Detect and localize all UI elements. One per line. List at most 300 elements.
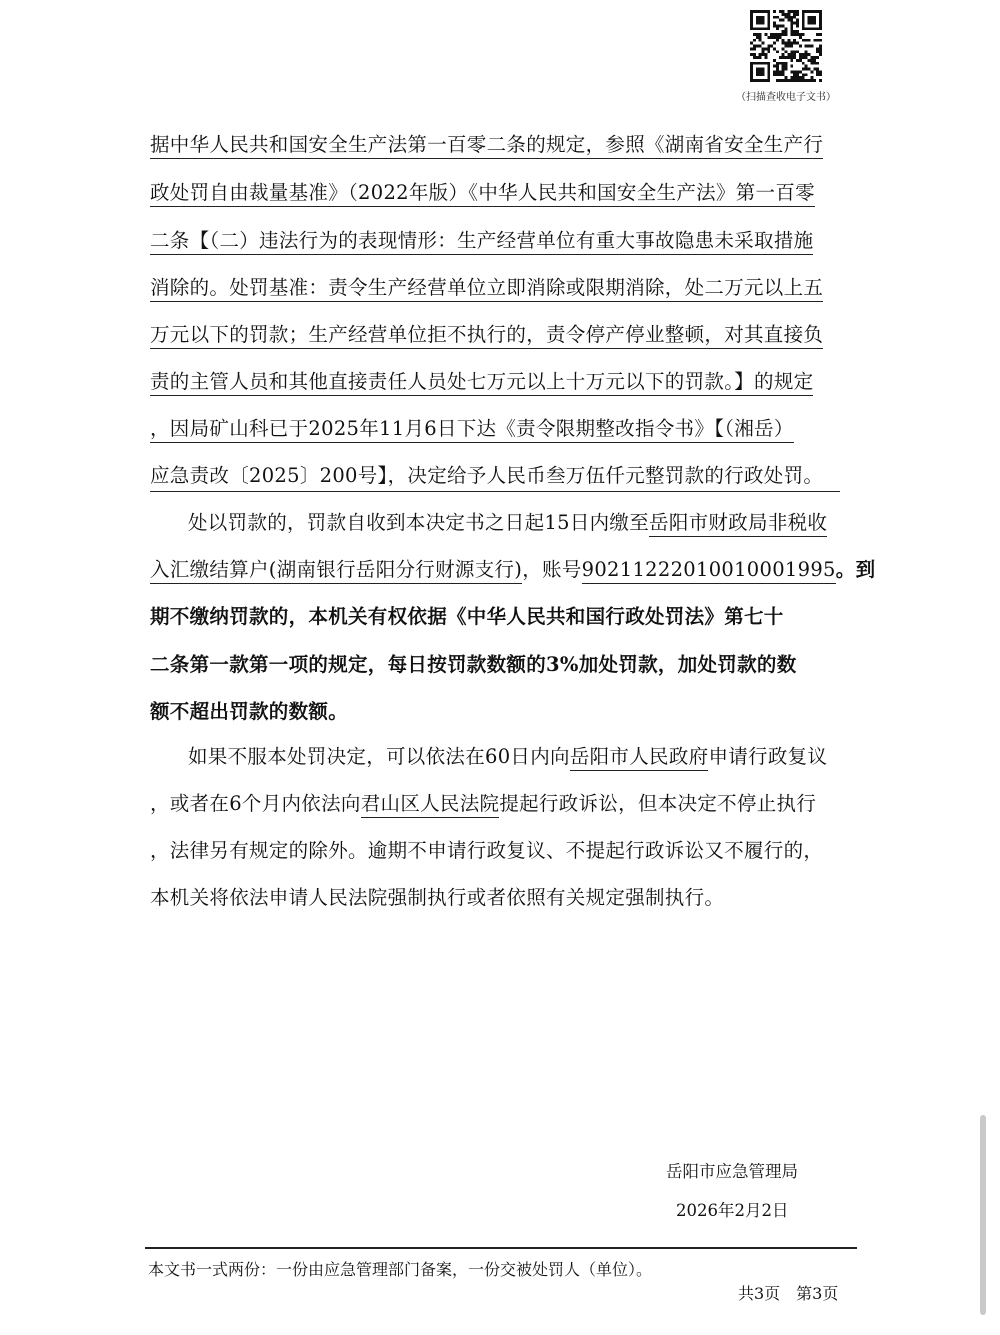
qr-module <box>756 79 759 82</box>
qr-module <box>793 16 796 19</box>
body-line <box>150 130 823 160</box>
qr-module <box>799 56 802 59</box>
qr-module <box>767 50 770 53</box>
text: ，账号 <box>522 558 582 581</box>
qr-module <box>796 30 799 33</box>
qr-module <box>785 13 788 16</box>
qr-module <box>813 16 816 19</box>
qr-module <box>782 65 785 68</box>
qr-module <box>796 24 799 27</box>
underlined-text: ，因局矿山科已于2025年11月6日下达《责令限期整改指令书》【（湘岳） <box>150 417 794 443</box>
qr-module <box>813 22 816 25</box>
underlined-text: 万元以下的罚款；生产经营单位拒不执行的，责令停产停业整顿，对其直接负 <box>150 323 823 349</box>
qr-module <box>819 10 822 13</box>
qr-module <box>773 33 776 36</box>
qr-module <box>790 42 793 45</box>
qr-module <box>810 62 813 65</box>
qr-module <box>808 45 811 48</box>
body-line <box>150 178 815 208</box>
qr-module <box>787 45 790 48</box>
qr-module <box>819 73 822 76</box>
qr-module <box>782 68 785 71</box>
qr-module <box>773 22 776 25</box>
qr-module <box>756 45 759 48</box>
appeal-line-3: ，法律另有规定的除外。逾期不申请行政复议、不提起行政诉讼又不履行的， <box>150 839 824 862</box>
underlined-text: 政处罚自由裁量基准》（2022年版）《中华人民共和国安全生产法》第一百零 <box>150 181 815 207</box>
qr-module <box>802 24 805 27</box>
qr-module <box>782 53 785 56</box>
account-number-underlined: 90211222010010001995 <box>582 558 836 584</box>
qr-module <box>802 62 805 65</box>
qr-module <box>782 79 785 82</box>
qr-module <box>796 33 799 36</box>
qr-module <box>750 70 753 73</box>
qr-module <box>762 19 765 22</box>
qr-module <box>776 73 779 76</box>
text: 提起行政诉讼，但本决定不停止执行 <box>499 792 817 815</box>
qr-module <box>799 59 802 62</box>
qr-module <box>776 79 779 82</box>
qr-module <box>782 13 785 16</box>
qr-module <box>767 68 770 71</box>
qr-module <box>767 27 770 30</box>
qr-module <box>810 10 813 13</box>
appeal-line-4: 本机关将依法申请人民法院强制执行或者依照有关规定强制执行。 <box>150 886 725 909</box>
qr-module <box>799 79 802 82</box>
qr-module <box>776 39 779 42</box>
qr-module <box>764 53 767 56</box>
qr-module <box>790 22 793 25</box>
qr-module <box>776 33 779 36</box>
qr-module <box>753 79 756 82</box>
qr-module <box>816 47 819 50</box>
qr-module <box>793 22 796 25</box>
qr-module <box>808 79 811 82</box>
qr-module <box>796 19 799 22</box>
qr-module <box>756 36 759 39</box>
qr-module <box>762 50 765 53</box>
qr-module <box>816 50 819 53</box>
qr-module <box>762 53 765 56</box>
qr-module <box>819 79 822 82</box>
qr-module <box>819 24 822 27</box>
qr-module <box>785 16 788 19</box>
qr-caption: （扫描查收电子文书） <box>736 92 836 103</box>
qr-module <box>759 27 762 30</box>
qr-module <box>753 10 756 13</box>
body-line <box>150 226 813 256</box>
qr-module <box>764 33 767 36</box>
qr-module <box>753 39 756 42</box>
qr-module <box>790 19 793 22</box>
qr-module <box>799 70 802 73</box>
qr-module <box>796 10 799 13</box>
qr-module <box>796 22 799 25</box>
qr-module <box>762 68 765 71</box>
qr-module <box>753 62 756 65</box>
qr-module <box>779 56 782 59</box>
qr-module <box>759 68 762 71</box>
qr-module <box>773 47 776 50</box>
qr-module <box>753 56 756 59</box>
qr-module <box>819 22 822 25</box>
qr-module <box>767 79 770 82</box>
qr-module <box>805 73 808 76</box>
qr-module <box>767 13 770 16</box>
qr-module <box>793 42 796 45</box>
qr-module <box>776 62 779 65</box>
qr-module <box>762 70 765 73</box>
qr-module <box>773 10 776 13</box>
qr-module <box>764 62 767 65</box>
qr-module <box>776 65 779 68</box>
qr-module <box>782 62 785 65</box>
qr-module <box>787 42 790 45</box>
qr-module <box>785 45 788 48</box>
qr-module <box>808 27 811 30</box>
qr-module <box>819 13 822 16</box>
qr-module <box>790 79 793 82</box>
text: ，或者在6个月内依法向 <box>150 792 361 815</box>
qr-module <box>759 39 762 42</box>
qr-module <box>813 56 816 59</box>
qr-module <box>787 79 790 82</box>
qr-module <box>779 36 782 39</box>
qr-module <box>756 10 759 13</box>
qr-module <box>808 16 811 19</box>
qr-module <box>813 19 816 22</box>
qr-module <box>756 70 759 73</box>
qr-module <box>750 22 753 25</box>
qr-module <box>750 47 753 50</box>
qr-module <box>773 42 776 45</box>
qr-module <box>810 19 813 22</box>
bold-text: 。到 <box>835 558 876 581</box>
review-body-underlined: 岳阳市人民政府 <box>570 745 709 771</box>
qr-module <box>773 24 776 27</box>
qr-module <box>770 33 773 36</box>
qr-module <box>805 45 808 48</box>
qr-module <box>762 62 765 65</box>
qr-module <box>764 27 767 30</box>
text: 如果不服本处罚决定，可以依法在60日内向 <box>188 745 570 768</box>
qr-module <box>796 59 799 62</box>
qr-module <box>793 73 796 76</box>
qr-module <box>750 42 753 45</box>
qr-module <box>810 22 813 25</box>
payment-line-2 <box>150 555 875 585</box>
qr-module <box>805 10 808 13</box>
qr-module <box>816 10 819 13</box>
qr-module <box>759 33 762 36</box>
qr-module <box>810 16 813 19</box>
qr-module <box>813 27 816 30</box>
qr-module <box>813 62 816 65</box>
qr-module <box>802 33 805 36</box>
qr-module <box>767 45 770 48</box>
qr-module <box>767 65 770 68</box>
qr-module <box>773 36 776 39</box>
qr-module <box>808 68 811 71</box>
qr-module <box>759 73 762 76</box>
qr-module <box>810 59 813 62</box>
qr-module <box>759 19 762 22</box>
bold-line: 额不超出罚款的数额。 <box>150 700 349 723</box>
qr-code <box>750 10 822 82</box>
qr-module <box>753 27 756 30</box>
qr-module <box>759 56 762 59</box>
qr-module <box>808 39 811 42</box>
qr-module <box>756 16 759 19</box>
qr-module <box>796 73 799 76</box>
qr-module <box>819 19 822 22</box>
underlined-text: 责的主管人员和其他直接责任人员处七万元以上十万元以下的罚款。】的规定 <box>150 370 813 396</box>
qr-module <box>790 33 793 36</box>
qr-module <box>808 19 811 22</box>
qr-module <box>819 27 822 30</box>
qr-module <box>776 24 779 27</box>
qr-module <box>790 24 793 27</box>
qr-module <box>799 36 802 39</box>
qr-module <box>756 27 759 30</box>
scrollbar[interactable] <box>980 1115 986 1315</box>
qr-module <box>805 50 808 53</box>
qr-module <box>785 33 788 36</box>
qr-module <box>819 39 822 42</box>
account-name-underlined: 入汇缴结算户(湖南银行岳阳分行财源支行) <box>150 558 522 584</box>
qr-module <box>819 53 822 56</box>
qr-module <box>802 53 805 56</box>
qr-module <box>790 16 793 19</box>
qr-module <box>799 33 802 36</box>
body-line <box>150 320 823 350</box>
qr-module <box>750 73 753 76</box>
qr-module <box>779 73 782 76</box>
qr-module <box>750 27 753 30</box>
qr-module <box>819 45 822 48</box>
qr-module <box>782 39 785 42</box>
qr-module <box>793 50 796 53</box>
qr-module <box>759 36 762 39</box>
body-line <box>150 367 813 397</box>
qr-module <box>802 39 805 42</box>
body-line <box>150 414 794 444</box>
page-number: 共3页 第3页 <box>738 1284 839 1303</box>
qr-module <box>813 68 816 71</box>
qr-module <box>782 56 785 59</box>
qr-module <box>816 39 819 42</box>
qr-module <box>813 10 816 13</box>
qr-module <box>793 70 796 73</box>
qr-module <box>816 33 819 36</box>
bold-line: 二条第一款第一项的规定，每日按罚款数额的3%加处罚款，加处罚款的数 <box>150 653 797 676</box>
qr-module <box>776 50 779 53</box>
qr-module <box>762 47 765 50</box>
qr-module <box>813 59 816 62</box>
qr-module <box>787 13 790 16</box>
qr-module <box>756 56 759 59</box>
qr-module <box>793 33 796 36</box>
qr-module <box>787 19 790 22</box>
qr-module <box>782 24 785 27</box>
qr-module <box>790 65 793 68</box>
qr-module <box>753 45 756 48</box>
issuing-authority: 岳阳市应急管理局 <box>666 1162 798 1181</box>
underlined-text: 二条【（二）违法行为的表现情形：生产经营单位有重大事故隐患未采取措施 <box>150 229 813 255</box>
appeal-line-1 <box>188 742 827 772</box>
qr-module <box>790 70 793 73</box>
qr-module <box>753 33 756 36</box>
qr-module <box>787 56 790 59</box>
qr-module <box>802 79 805 82</box>
text: 申请行政复议 <box>708 745 828 768</box>
qr-module <box>796 70 799 73</box>
qr-module <box>762 42 765 45</box>
qr-module <box>785 42 788 45</box>
qr-module <box>779 24 782 27</box>
qr-module <box>802 22 805 25</box>
underlined-text: 消除的。处罚基准：责令生产经营单位立即消除或限期消除，处二万元以上五 <box>150 276 823 302</box>
qr-module <box>767 47 770 50</box>
qr-module <box>802 13 805 16</box>
qr-module <box>790 27 793 30</box>
qr-module <box>813 79 816 82</box>
underlined-text: 据中华人民共和国安全生产法第一百零二条的规定，参照《湖南省安全生产行 <box>150 133 823 159</box>
qr-module <box>750 19 753 22</box>
qr-module <box>764 56 767 59</box>
qr-module <box>762 73 765 76</box>
qr-module <box>773 65 776 68</box>
qr-module <box>782 19 785 22</box>
qr-module <box>782 70 785 73</box>
qr-module <box>802 27 805 30</box>
qr-module <box>782 33 785 36</box>
qr-module <box>813 39 816 42</box>
qr-module <box>796 50 799 53</box>
qr-module <box>750 16 753 19</box>
qr-module <box>808 59 811 62</box>
qr-module <box>750 24 753 27</box>
qr-module <box>750 65 753 68</box>
qr-module <box>779 33 782 36</box>
qr-module <box>805 65 808 68</box>
qr-module <box>764 47 767 50</box>
qr-module <box>785 50 788 53</box>
body-line <box>150 273 823 303</box>
qr-module <box>787 16 790 19</box>
qr-module <box>810 45 813 48</box>
qr-module <box>796 76 799 79</box>
qr-module <box>767 19 770 22</box>
text: 处以罚款的，罚款自收到本决定书之日起15日内缴至 <box>188 511 650 534</box>
qr-module <box>750 62 753 65</box>
qr-module <box>762 79 765 82</box>
qr-module <box>816 73 819 76</box>
qr-module <box>787 10 790 13</box>
qr-module <box>816 68 819 71</box>
qr-module <box>773 70 776 73</box>
qr-module <box>793 56 796 59</box>
qr-module <box>793 79 796 82</box>
qr-module <box>816 62 819 65</box>
qr-module <box>790 56 793 59</box>
qr-module <box>767 62 770 65</box>
qr-module <box>790 30 793 33</box>
qr-module <box>782 10 785 13</box>
qr-module <box>808 22 811 25</box>
qr-module <box>767 16 770 19</box>
qr-module <box>810 76 813 79</box>
qr-module <box>776 16 779 19</box>
qr-module <box>767 76 770 79</box>
qr-module <box>756 62 759 65</box>
qr-module <box>793 10 796 13</box>
qr-module <box>802 10 805 13</box>
qr-module <box>799 53 802 56</box>
qr-module <box>805 56 808 59</box>
payment-line-1 <box>188 508 827 538</box>
qr-module <box>793 53 796 56</box>
qr-module <box>773 16 776 19</box>
qr-module <box>790 53 793 56</box>
qr-module <box>808 53 811 56</box>
qr-module <box>756 33 759 36</box>
qr-module <box>759 53 762 56</box>
qr-module <box>796 79 799 82</box>
qr-module <box>802 68 805 71</box>
qr-module <box>816 56 819 59</box>
appeal-line-2 <box>150 789 816 819</box>
qr-module <box>802 16 805 19</box>
qr-module <box>776 36 779 39</box>
qr-module <box>819 16 822 19</box>
qr-module <box>756 19 759 22</box>
qr-module <box>759 70 762 73</box>
underlined-text: 应急责改〔2025〕200号】，决定给予人民币叁万伍仟元整罚款的行政处罚。 <box>150 461 840 492</box>
qr-module <box>762 22 765 25</box>
qr-module <box>785 79 788 82</box>
qr-module <box>782 30 785 33</box>
qr-module <box>756 22 759 25</box>
qr-module <box>805 79 808 82</box>
qr-module <box>779 19 782 22</box>
issue-date: 2026年2月2日 <box>676 1201 789 1220</box>
qr-module <box>770 36 773 39</box>
qr-module <box>750 68 753 71</box>
qr-module <box>790 10 793 13</box>
qr-module <box>779 70 782 73</box>
qr-module <box>756 68 759 71</box>
qr-module <box>787 53 790 56</box>
qr-module <box>759 10 762 13</box>
qr-module <box>770 45 773 48</box>
qr-module <box>762 27 765 30</box>
qr-module <box>810 56 813 59</box>
qr-module <box>802 56 805 59</box>
qr-module <box>785 62 788 65</box>
bold-line: 期不缴纳罚款的，本机关有权依据《中华人民共和国行政处罚法》第七十 <box>150 605 784 628</box>
qr-module <box>810 79 813 82</box>
qr-module <box>808 10 811 13</box>
qr-module <box>785 65 788 68</box>
qr-module <box>767 24 770 27</box>
qr-module <box>779 10 782 13</box>
qr-module <box>816 70 819 73</box>
body-line <box>150 461 840 492</box>
qr-module <box>773 59 776 62</box>
payee-underlined: 岳阳市财政局非税收 <box>649 511 827 537</box>
qr-module <box>782 47 785 50</box>
